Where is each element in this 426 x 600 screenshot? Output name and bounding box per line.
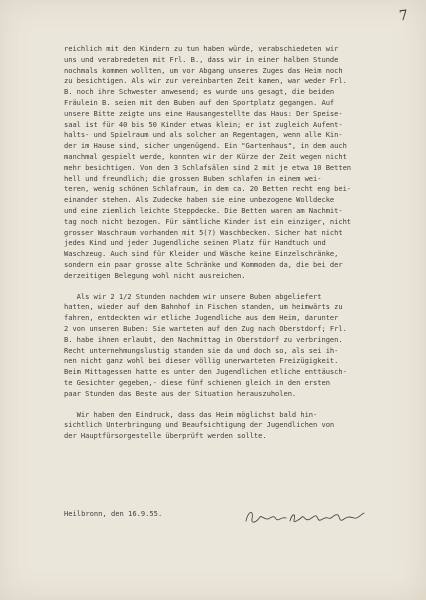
text-line: Fräulein B. seien mit den Buben auf den Sportplatz gegangen. Auf: [64, 97, 335, 107]
text-line: 2 von unseren Buben: Sie warteten auf den Zug nach Oberstdorf; Frl.: [64, 323, 347, 333]
text-line: tag noch nicht bezogen. Für sämtliche Kinder ist ein einziger, nicht: [64, 216, 352, 226]
text-line: manchmal gespielt werde, konnten wir der Kürze der Zeit wegen nicht: [64, 151, 347, 161]
text-line: unsere Bitte zeigte uns eine Hausangestellte das Haus: Der Speise-: [64, 108, 343, 118]
place-date: Heilbronn, den 16.9.55.: [64, 509, 163, 518]
paragraph-1: [64, 44, 414, 282]
text-line: te Gesichter gegeben,- diese fünf schienen gleich in den ersten: [64, 377, 330, 387]
text-line: sondern ein paar grosse alte Schränke und Kommoden da, die bei der: [64, 259, 343, 269]
page-number: 7: [398, 7, 409, 25]
paragraph-2: [64, 292, 414, 400]
text-line: mehr besichtigen. Von den 3 Schlafsälen sind 2 mit je etwa 10 Betten: [64, 162, 352, 172]
text-line: und eine ziemlich leichte Steppdecke. Die Betten waren am Nachmit-: [64, 205, 343, 215]
text-line: der Hauptfürsorgestelle überprüft werden sollte.: [64, 431, 267, 441]
text-line: nen nicht ganz wohl bei dieser völlig unerwarteten Freizügigkeit.: [64, 356, 339, 366]
text-line: B. habe ihnen erlaubt, den Nachmittag in Oberstdorf zu verbringen.: [64, 334, 343, 344]
text-line: hell und freundlich; die grossen Buben schlafen in einem wei-: [64, 173, 322, 183]
text-line: uns und verabredeten mit Frl. B., dass wir in einer halben Stunde: [64, 54, 339, 64]
text-line: saal ist für 40 bis 50 Kinder etwas klein; er ist zugleich Aufent-: [64, 119, 343, 129]
text-line: B. noch ihre Schwester anwesend; es wurde uns gesagt, die beiden: [64, 87, 335, 97]
text-line: teren, wenig schönen Schlafraum, in dem ca. 20 Betten recht eng bei-: [64, 184, 352, 194]
paragraph-gap: [64, 282, 414, 292]
handwritten-signature: [242, 507, 368, 529]
text-line: jedes Kind und jeder Jugendliche seinen Platz für Handtuch und: [64, 238, 326, 248]
text-line: Wir haben den Eindruck, dass das Heim möglichst bald hin-: [64, 409, 318, 419]
text-line: nochmals kommen wollten, um vor Abgang unseres Zuges das Heim noch: [64, 65, 343, 75]
paragraph-3: [64, 410, 414, 442]
text-line: derzeitigen Belegung wohl nicht ausreichen.: [64, 270, 246, 280]
text-line: sichtlich Unterbringung und Beaufsichtigung der Jugendlichen von: [64, 420, 335, 430]
text-line: hatten, wieder auf dem Bahnhof in Fischen standen, um heimwärts zu: [64, 302, 343, 312]
text-line: grosser Waschraum vorhanden mit 5(?) Waschbecken. Sicher hat nicht: [64, 227, 343, 237]
text-line: fahren, entdeckten wir etliche Jugendliche aus dem Heim, darunter: [64, 313, 339, 323]
letter-body: [64, 44, 414, 442]
text-line: Als wir 2 1/2 Stunden nachdem wir unsere Buben abgeliefert: [64, 291, 322, 301]
text-line: Waschzeug. Auch sind für Kleider und Wäsche keine Einzelschränke,: [64, 249, 339, 259]
closing: [64, 509, 414, 529]
text-line: paar Stunden das Beste aus der Situation herauszuholen.: [64, 388, 297, 398]
text-line: Beim Mittagessen hatte es unter den Jugendlichen etliche enttäusch-: [64, 367, 347, 377]
text-line: reichlich mit den Kindern zu tun haben würde, verabschiedeten wir: [64, 44, 339, 53]
text-line: der im Hause sind, sicher ungenügend. Ein "Gartenhaus", in dem auch: [64, 141, 347, 151]
paragraph-gap: [64, 400, 414, 410]
text-line: halts- und Spielraum und als solcher an Regentagen, wenn alle Kin-: [64, 130, 343, 140]
text-line: Recht unternehmungslustig standen sie da und doch so, als sei ih-: [64, 345, 339, 355]
text-line: zu besichtigen. Als wir zur vereinbarten Zeit kamen, war weder Frl.: [64, 76, 347, 86]
text-line: einander stehen. Als Zudecke haben sie eine unbezogene Wolldecke: [64, 195, 335, 205]
